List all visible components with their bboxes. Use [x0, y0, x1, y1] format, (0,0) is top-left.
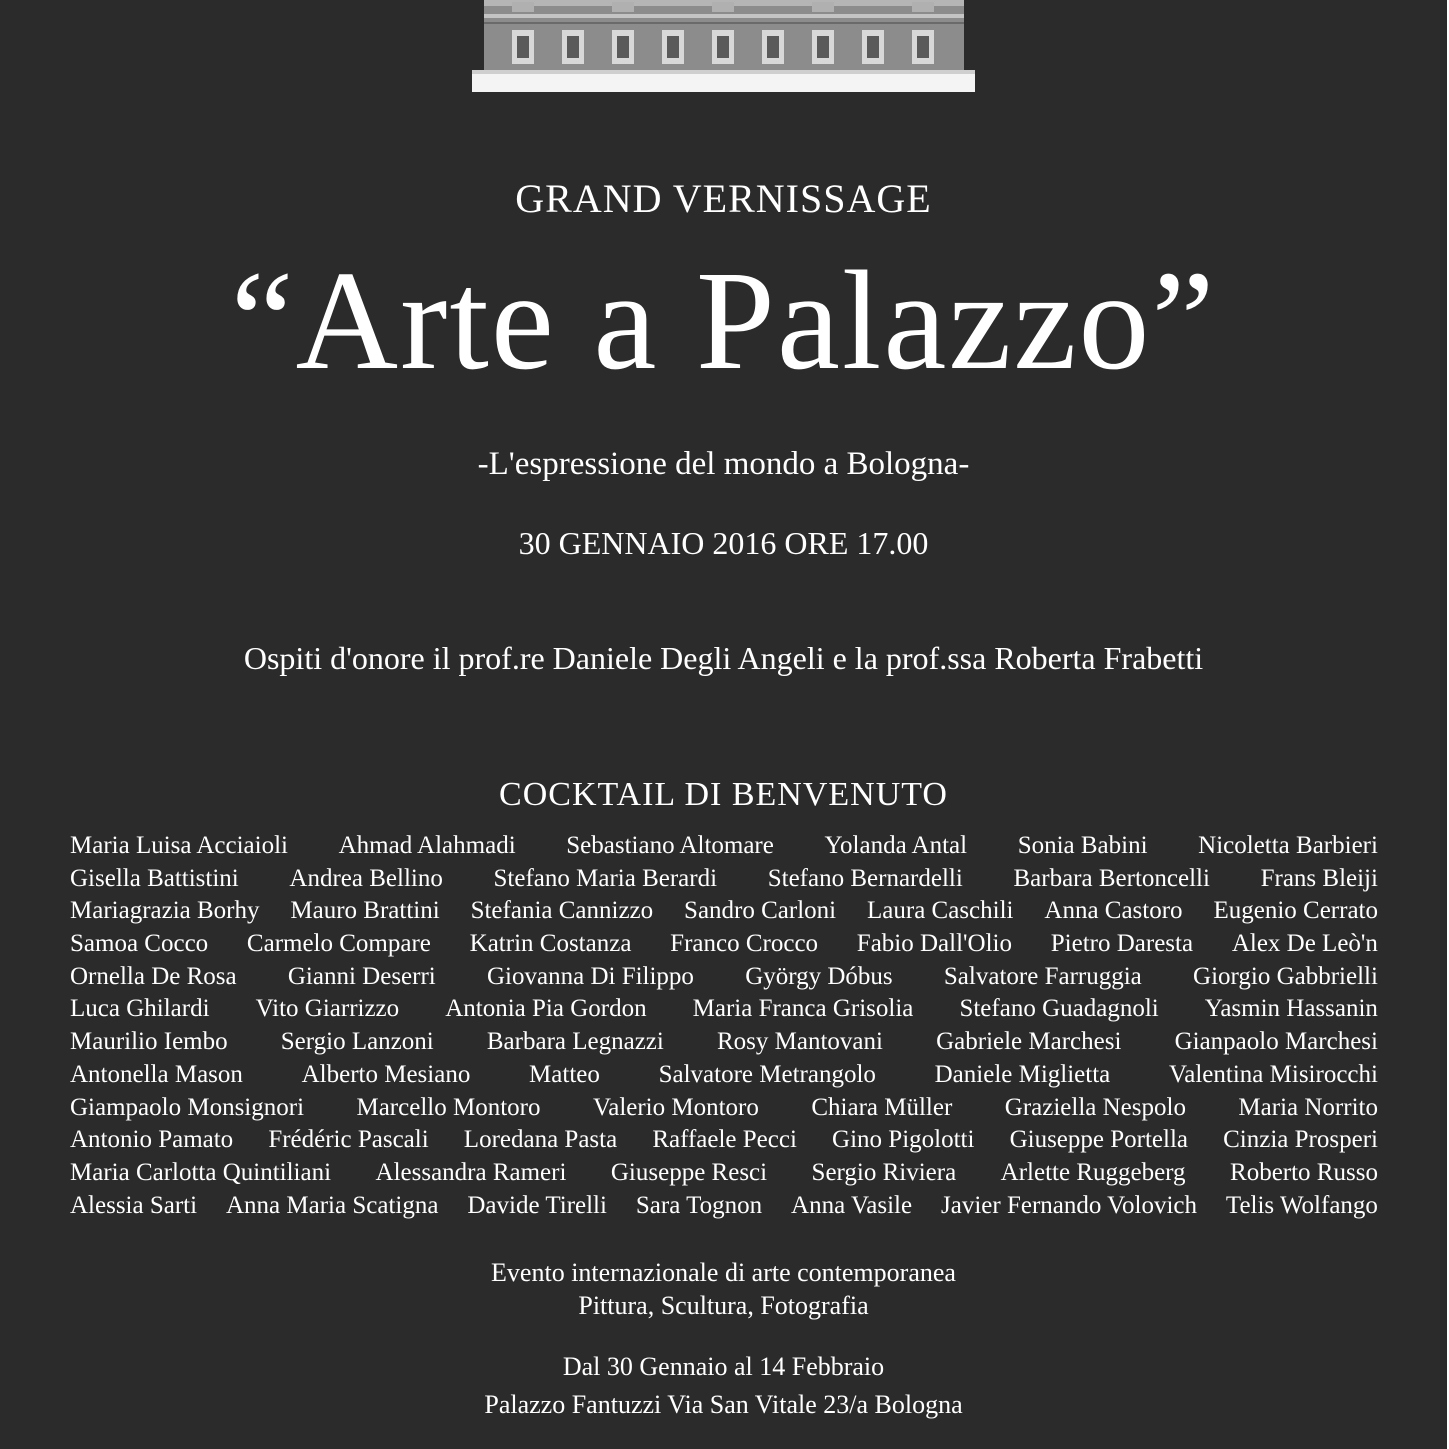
event-title: “Arte a Palazzo” — [230, 241, 1217, 399]
artist-name: Telis Wolfango — [1225, 1191, 1378, 1219]
artist-name: Javier Fernando Volovich — [941, 1191, 1197, 1219]
artist-name: Ahmad Alahmadi — [338, 832, 516, 859]
artist-name: Katrin Costanza — [469, 930, 632, 958]
artist-name: Sonia Babini — [1017, 832, 1148, 859]
artist-name: Anna Castoro — [1044, 897, 1183, 925]
artist-name: Carmelo Compare — [246, 930, 431, 958]
artist-name: Salvatore Metrangolo — [658, 1060, 876, 1088]
artist-name: Rosy Mantovani — [716, 1028, 883, 1056]
artist-row — [70, 993, 1378, 1026]
artist-name: Maria Franca Grisolia — [692, 995, 914, 1023]
artist-name: Stefano Maria Berardi — [493, 864, 718, 892]
artist-name: Anna Vasile — [791, 1191, 913, 1219]
artist-name: Salvatore Farruggia — [943, 962, 1142, 990]
artist-row — [70, 1124, 1378, 1157]
artist-name: Maurilio Iembo — [70, 1028, 228, 1056]
artist-name: Giovanna Di Filippo — [487, 962, 694, 990]
artist-row — [70, 1092, 1378, 1125]
exhibition-dates: Dal 30 Gennaio al 14 Febbraio — [562, 1352, 885, 1381]
artist-name: Franco Crocco — [670, 930, 819, 958]
artist-name: Sergio Lanzoni — [280, 1028, 434, 1056]
artist-name: Antonia Pia Gordon — [445, 995, 647, 1023]
artist-name: Raffaele Pecci — [652, 1126, 797, 1154]
artist-name: Maria Carlotta Quintiliani — [70, 1158, 332, 1186]
artist-list — [70, 830, 1378, 1222]
artist-name: Vito Giarrizzo — [255, 995, 400, 1023]
event-dates-venue — [0, 1348, 1447, 1424]
artist-name: Yasmin Hassanin — [1204, 995, 1378, 1023]
artist-name: Antonio Pamato — [70, 1126, 234, 1154]
artist-row — [70, 830, 1378, 863]
artist-name: Giorgio Gabbrielli — [1193, 962, 1378, 990]
artist-name: Giuseppe Portella — [1009, 1126, 1188, 1154]
palazzo-facade-image — [472, 0, 975, 92]
event-categories: Pittura, Scultura, Fotografia — [578, 1291, 869, 1320]
artist-name: Pietro Daresta — [1050, 930, 1194, 958]
event-description-line: Evento internazionale di arte contemporanea — [491, 1258, 956, 1287]
event-subtitle: -L'espressione del mondo a Bologna- — [477, 446, 970, 482]
event-heading: GRAND VERNISSAGE — [515, 176, 932, 221]
event-description — [0, 1256, 1447, 1322]
artist-name: Barbara Legnazzi — [486, 1028, 664, 1056]
artist-name: Giuseppe Resci — [610, 1158, 768, 1186]
artist-name: Samoa Cocco — [70, 930, 209, 958]
artist-name: Davide Tirelli — [467, 1191, 607, 1219]
artist-name: Maria Luisa Acciaioli — [70, 832, 288, 859]
artist-name: Mariagrazia Borhy — [70, 897, 260, 925]
artist-name: Valerio Montoro — [592, 1093, 759, 1121]
artist-name: Maria Norrito — [1238, 1093, 1378, 1121]
artist-name: Arlette Ruggeberg — [1000, 1158, 1186, 1186]
artist-name: Gisella Battistini — [70, 864, 239, 892]
artist-name: Sandro Carloni — [684, 897, 837, 925]
artist-name: Frans Bleiji — [1260, 864, 1378, 892]
artist-name: Chiara Müller — [811, 1093, 953, 1121]
artist-name: Stefano Guadagnoli — [959, 995, 1159, 1023]
artist-name: Fabio Dall'Olio — [856, 930, 1012, 958]
artist-name: Alex De Leò'n — [1231, 930, 1378, 958]
artist-name: György Dóbus — [745, 962, 893, 990]
artist-name: Matteo — [529, 1060, 600, 1088]
artist-name: Sergio Riviera — [811, 1158, 957, 1186]
artist-name: Gabriele Marchesi — [936, 1028, 1122, 1056]
artist-name: Luca Ghilardi — [70, 995, 210, 1023]
artist-name: Nicoletta Barbieri — [1198, 832, 1378, 859]
artist-name: Sebastiano Altomare — [566, 832, 774, 859]
artist-name: Antonella Mason — [70, 1060, 243, 1088]
artist-name: Andrea Bellino — [289, 864, 443, 892]
artist-name: Valentina Misirocchi — [1168, 1060, 1378, 1088]
artist-name: Graziella Nespolo — [1004, 1093, 1186, 1121]
artist-name: Laura Caschili — [867, 897, 1014, 925]
artist-name: Alessia Sarti — [70, 1191, 198, 1219]
artist-name: Giampaolo Monsignori — [70, 1093, 305, 1121]
artist-name: Mauro Brattini — [290, 897, 440, 925]
artist-name: Marcello Montoro — [356, 1093, 541, 1121]
artist-name: Barbara Bertoncelli — [1013, 864, 1210, 892]
artist-name: Eugenio Cerrato — [1213, 897, 1378, 925]
artist-name: Alessandra Rameri — [375, 1158, 567, 1186]
artist-name: Roberto Russo — [1230, 1158, 1378, 1186]
artist-row — [70, 1190, 1378, 1223]
artist-name: Stefania Cannizzo — [470, 897, 654, 925]
artist-row — [70, 1026, 1378, 1059]
artist-name: Gianpaolo Marchesi — [1174, 1028, 1378, 1056]
event-date-time: 30 GENNAIO 2016 ORE 17.00 — [518, 525, 929, 561]
artist-row — [70, 1059, 1378, 1092]
artist-name: Frédéric Pascali — [268, 1126, 429, 1154]
guests-of-honor: Ospiti d'onore il prof.re Daniele Degli Angeli e la prof.ssa Roberta Frabetti — [243, 640, 1204, 676]
artist-row — [70, 961, 1378, 994]
artist-row — [70, 928, 1378, 961]
artist-name: Daniele Miglietta — [934, 1060, 1111, 1088]
artist-name: Cinzia Prosperi — [1223, 1126, 1378, 1154]
artist-name: Gino Pigolotti — [832, 1126, 975, 1154]
artist-name: Stefano Bernardelli — [767, 864, 963, 892]
artist-row — [70, 863, 1378, 896]
artist-name: Sara Tognon — [635, 1191, 763, 1219]
artist-name: Gianni Deserri — [287, 962, 436, 990]
venue-address: Palazzo Fantuzzi Via San Vitale 23/a Bologna — [484, 1390, 963, 1419]
cocktail-heading: COCKTAIL DI BENVENUTO — [499, 776, 948, 813]
artist-name: Yolanda Antal — [824, 832, 968, 859]
artist-row — [70, 895, 1378, 928]
artist-name: Ornella De Rosa — [70, 962, 237, 990]
artist-name: Alberto Mesiano — [301, 1060, 471, 1088]
artist-name: Loredana Pasta — [463, 1126, 618, 1154]
artist-name: Anna Maria Scatigna — [226, 1191, 439, 1219]
artist-row — [70, 1157, 1378, 1190]
